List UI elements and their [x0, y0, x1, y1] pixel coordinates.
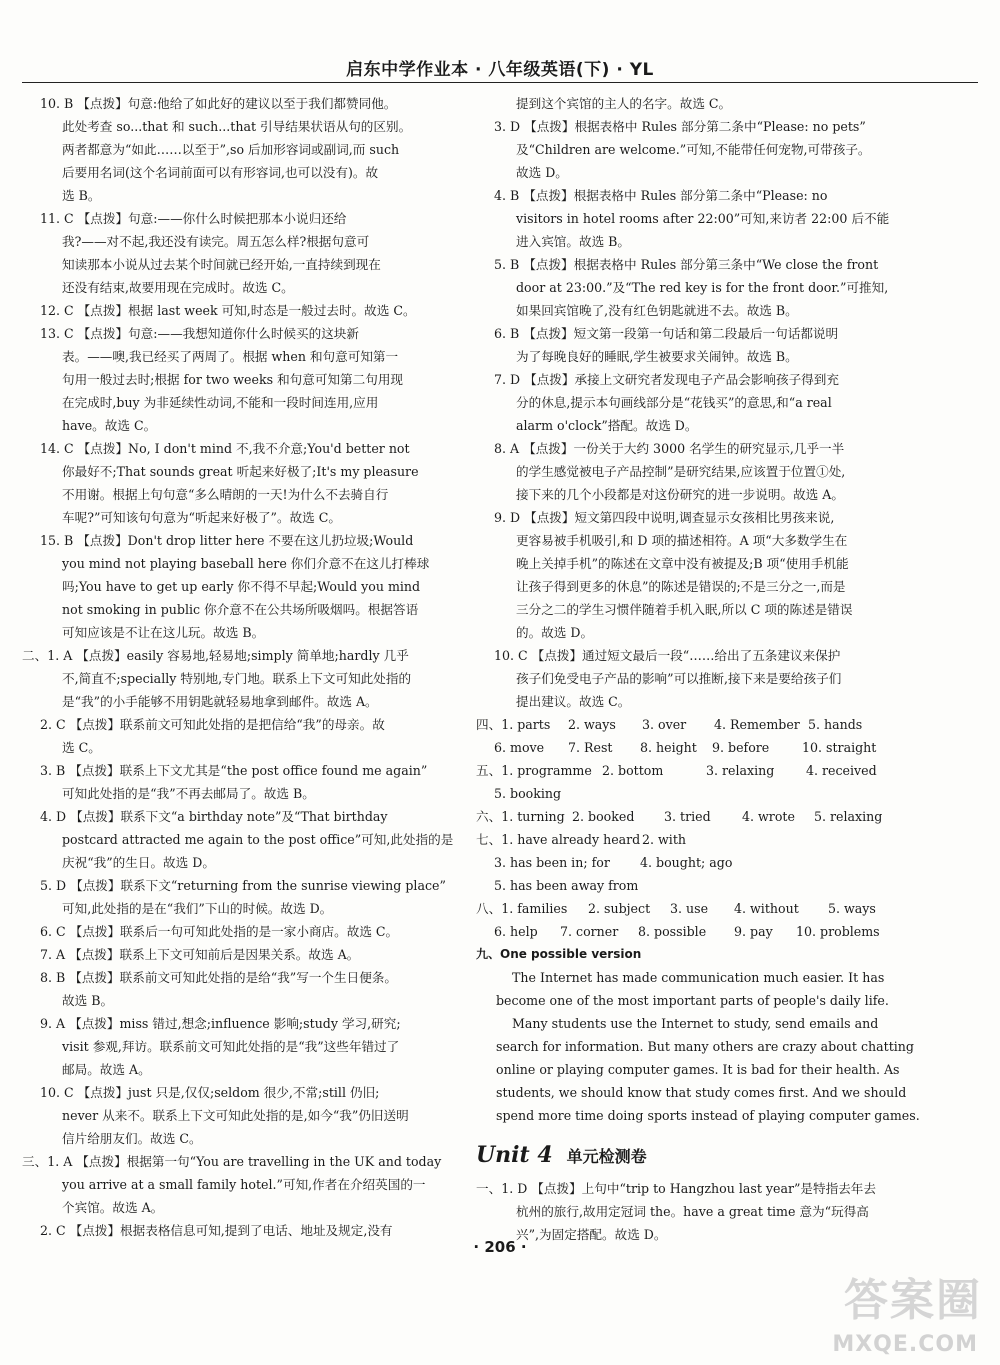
watermark-logo: [832, 1264, 982, 1359]
essay-line: search for information. But many others are crazy about chatting: [496, 1039, 914, 1054]
text-line: 杭州的旅行,故用定冠词 the。have a great time 意为“玩得高: [516, 1204, 869, 1219]
text-line: 5. D 【点拨】联系下文“returning from the sunrise viewing place”: [40, 878, 446, 893]
answer-item: 2. ways: [568, 717, 616, 732]
answer-item: 四、1. parts: [476, 717, 551, 732]
section-5-answers: [476, 759, 928, 805]
text-line: 让孩子得到更多的休息”的陈述是错误的;不是三分之一,而是: [516, 579, 846, 594]
section-7-answers: [476, 828, 928, 897]
answer-item: 7. corner: [560, 924, 619, 939]
answer-item: 2. subject: [588, 901, 651, 916]
text-line: 可知此处指的是“我”不再去邮局了。故选 B。: [62, 786, 315, 801]
text-line: 个宾馆。故选 A。: [62, 1200, 164, 1215]
text-line: not smoking in public 你介意不在公共场所吸烟吗。根据答语: [62, 602, 419, 617]
watermark-url: MXQE.COM: [832, 1332, 978, 1357]
text-line: 9. A 【点拨】miss 错过,想念;influence 影响;study 学习,研究;: [40, 1016, 401, 1031]
text-line: 进入宾馆。故选 B。: [516, 234, 631, 249]
answer-item: 6. help: [494, 924, 538, 939]
answer-row: [476, 897, 928, 920]
text-line: 两者都意为“如此……以至于”,so 后加形容词或副词,而 such: [62, 142, 400, 157]
text-line: 4. D 【点拨】联系下文“a birthday note”及“That birthday: [40, 809, 388, 824]
answer-item: 3. relaxing: [706, 763, 775, 778]
answer-item: 5. ways: [828, 901, 876, 916]
section-6-answers: [476, 805, 928, 828]
text-line: 7. A 【点拨】联系上下文可知前后是因果关系。故选 A。: [40, 947, 360, 962]
header-title: 启东中学作业本 · 八年级英语(下) · YL: [346, 60, 654, 80]
essay-line: Many students use the Internet to study, send emails and: [496, 1016, 879, 1031]
text-line: 5. B 【点拨】根据表格中 Rules 部分第三条中“We close the front: [494, 257, 879, 272]
text-line: 信片给朋友们。故选 C。: [62, 1131, 202, 1146]
answer-item: 5. relaxing: [814, 809, 883, 824]
text-line: 吗;You have to get up early 你不得不早起;Would you mind: [62, 579, 421, 594]
answer-item: 10. problems: [796, 924, 880, 939]
answer-row: [476, 759, 928, 782]
text-line: 邮局。故选 A。: [62, 1062, 151, 1077]
text-line: visitors in hotel rooms after 22:00”可知,来访者 22:00 后不能: [516, 211, 890, 226]
text-line: 二、1. A 【点拨】easily 容易地,轻易地;simply 简单地;hardly 几乎: [22, 648, 409, 663]
answer-row: [476, 851, 928, 874]
answer-item: 4. wrote: [742, 809, 795, 824]
answer-row: [476, 920, 928, 943]
text-line: 为了每晚良好的睡眠,学生被要求关闹钟。故选 B。: [516, 349, 798, 364]
text-line: 故选 D。: [516, 165, 568, 180]
answer-item: 4. bought; ago: [640, 855, 733, 870]
text-line: 3. B 【点拨】联系上下文尤其是“the post office found me again”: [40, 763, 428, 778]
text-line: 知读那本小说从过去某个时间就已经开始,一直持续到现在: [62, 257, 381, 272]
text-line: you mind not playing baseball here 你们介意不在这儿打棒球: [62, 556, 430, 571]
text-line: 可知,此处指的是在“我们”下山的时候。故选 D。: [62, 901, 333, 916]
answer-row: 5. has been away from: [494, 878, 639, 893]
text-line: door at 23:00.”及“The red key is for the front door.”可推知,: [516, 280, 889, 295]
essay-line: students, we should know that study comes first. And we should: [496, 1085, 907, 1100]
answer-row: 5. booking: [494, 786, 562, 801]
text-line: postcard attracted me again to the post office”可知,此处指的是: [62, 832, 454, 847]
text-line: 的学生感觉被电子产品控制”是研究结果,应该置于位置①处,: [516, 464, 846, 479]
page-number: · 206 ·: [473, 1238, 527, 1256]
version-heading: 九、One possible version: [476, 947, 642, 961]
text-line: 6. C 【点拨】联系后一句可知此处指的是一家小商店。故选 C。: [40, 924, 399, 939]
text-line: 及“Children are welcome.”可知,不能带任何宠物,可带孩子。: [516, 142, 871, 157]
text-line: 故选 B。: [62, 993, 114, 1008]
text-line: 15. B 【点拨】Don't drop litter here 不要在这儿扔垃圾;Would: [40, 533, 414, 548]
answer-item: 8. height: [640, 740, 697, 755]
answer-row: [476, 713, 928, 736]
unit-title: Unit 4: [476, 1142, 553, 1168]
unit-heading: [476, 1133, 928, 1177]
answer-row: [476, 805, 928, 828]
text-line: you arrive at a small family hotel.”可知,作者在介绍英国的一: [62, 1177, 426, 1192]
answer-item: 5. hands: [808, 717, 863, 732]
text-line: 此处考查 so...that 和 such...that 引导结果状语从句的区别。: [62, 119, 412, 134]
text-line: 8. B 【点拨】联系前文可知此处指的是给“我”写一个生日便条。: [40, 970, 397, 985]
answer-item: 2. booked: [572, 809, 635, 824]
text-line: 10. C 【点拨】just 只是,仅仅;seldom 很少,不常;still 仍旧;: [40, 1085, 380, 1100]
text-line: 3. D 【点拨】根据表格中 Rules 部分第二条中“Please: no pets”: [494, 119, 866, 134]
text-line: 11. C 【点拨】句意:——你什么时候把那本小说归还给: [40, 211, 347, 226]
answer-item: 7. Rest: [568, 740, 613, 755]
text-line: 三分之二的学生习惯伴随着手机入眠,所以 C 项的陈述是错误: [516, 602, 853, 617]
answer-item: 3. over: [642, 717, 687, 732]
text-line: 分的休息,提示本句画线部分是“花钱买”的意思,和“a real: [516, 395, 832, 410]
answer-item: 9. pay: [734, 924, 773, 939]
text-line: 不用谢。根据上句句意“多么晴朗的一天!为什么不去骑自行: [62, 487, 389, 502]
essay-line: online or playing computer games. It is bad for their health. As: [496, 1062, 900, 1077]
left-column: [22, 92, 474, 1242]
answer-item: 3. tried: [664, 809, 711, 824]
text-line: never 从来不。联系上下文可知此处指的是,如今“我”仍旧送明: [62, 1108, 409, 1123]
answer-item: 10. straight: [802, 740, 877, 755]
answer-item: 七、1. have already heard: [476, 832, 641, 847]
text-line: 我?——对不起,我还没有读完。周五怎么样?根据句意可: [62, 234, 370, 249]
text-line: have。故选 C。: [62, 418, 157, 433]
text-line: 车呢?”可知该句句意为“听起来好极了”。故选 C。: [62, 510, 341, 525]
answer-row: [476, 736, 928, 759]
answer-item: 4. without: [734, 901, 799, 916]
text-line: 孩子们免受电子产品的影响”可以推断,接下来是要给孩子们: [516, 671, 842, 686]
answer-item: 六、1. turning: [476, 809, 565, 824]
page-header: [22, 52, 978, 83]
text-line: 提到这个宾馆的主人的名字。故选 C。: [516, 96, 732, 111]
text-line: 兴”,为固定搭配。故选 D。: [516, 1227, 667, 1242]
text-line: 10. C 【点拨】通过短文最后一段“……给出了五条建议来保护: [494, 648, 841, 663]
answer-item: 9. before: [712, 740, 770, 755]
text-line: 10. B 【点拨】句意:他给了如此好的建议以至于我们都赞同他。: [40, 96, 397, 111]
text-line: 4. B 【点拨】根据表格中 Rules 部分第二条中“Please: no: [494, 188, 828, 203]
section-9-writing: [476, 943, 928, 1127]
text-line: 晚上关掉手机”的陈述在文章中没有被提及;B 项“使用手机能: [516, 556, 849, 571]
reading-answers: [476, 92, 928, 713]
essay-line: become one of the most important parts of people's daily life.: [496, 993, 889, 1008]
text-line: 三、1. A 【点拨】根据第一句“You are travelling in the UK and today: [22, 1154, 442, 1169]
essay-line: The Internet has made communication much easier. It has: [496, 970, 885, 985]
text-line: 14. C 【点拨】No, I don't mind 不,我不介意;You'd better not: [40, 441, 410, 456]
text-line: 后要用名词(这个名词前面可以有形容词,也可以没有)。故: [62, 165, 379, 180]
text-line: 9. D 【点拨】短文第四段中说明,调查显示女孩相比男孩来说,: [494, 510, 835, 525]
unit-subtitle: 单元检测卷: [566, 1147, 647, 1166]
answer-item: 8. possible: [638, 924, 707, 939]
text-line: 你最好不;That sounds great 听起来好极了;It's my pleasure: [62, 464, 419, 479]
answer-item: 4. Remember: [714, 717, 800, 732]
answer-item: 八、1. families: [476, 901, 568, 916]
text-line: 更容易被手机吸引,和 D 项的描述相符。A 项“大多数学生在: [516, 533, 848, 548]
text-line: 可知应该是不让在这儿玩。故选 B。: [62, 625, 265, 640]
text-line: 如果回宾馆晚了,没有红色钥匙就进不去。故选 B。: [516, 303, 798, 318]
text-line: 在完成时,buy 为非延续性动词,不能和一段时间连用,应用: [62, 395, 379, 410]
text-line: 7. D 【点拨】承接上文研究者发现电子产品会影响孩子得到充: [494, 372, 839, 387]
text-line: 选 B。: [62, 188, 101, 203]
answer-item: 2. with: [642, 832, 686, 847]
sample-essay: [476, 966, 928, 1127]
text-line: 的。故选 D。: [516, 625, 594, 640]
text-line: 选 C。: [62, 740, 101, 755]
section-8-answers: [476, 897, 928, 943]
text-line: 庆祝“我”的生日。故选 D。: [62, 855, 215, 870]
text-line: 还没有结束,故要用现在完成时。故选 C。: [62, 280, 294, 295]
answer-item: 2. bottom: [602, 763, 664, 778]
text-line: 13. C 【点拨】句意:——我想知道你什么时候买的这块新: [40, 326, 359, 341]
text-line: 接下来的几个小段都是对这份研究的进一步说明。故选 A。: [516, 487, 844, 502]
text-line: 2. C 【点拨】联系前文可知此处指的是把信给“我”的母亲。故: [40, 717, 385, 732]
text-line: 句用一般过去时;根据 for two weeks 和句意可知第二句用现: [62, 372, 404, 387]
text-line: alarm o'clock”搭配。故选 D。: [516, 418, 698, 433]
text-line: 6. B 【点拨】短文第一段第一句话和第二段最后一句话都说明: [494, 326, 839, 341]
answer-item: 五、1. programme: [476, 763, 592, 778]
text-line: 是“我”的小手能够不用钥匙就轻易地拿到邮件。故选 A。: [62, 694, 378, 709]
section-4-answers: [476, 713, 928, 759]
text-line: visit 参观,拜访。联系前文可知此处指的是“我”这些年错过了: [62, 1039, 400, 1054]
text-line: 不,简直不;specially 特别地,专门地。联系上下文可知此处指的: [62, 671, 412, 686]
answer-item: 6. move: [494, 740, 545, 755]
text-line: 2. C 【点拨】根据表格信息可知,提到了电话、地址及规定,没有: [40, 1223, 393, 1238]
answer-row: [476, 828, 928, 851]
text-line: 提出建议。故选 C。: [516, 694, 631, 709]
right-column: [476, 92, 928, 1246]
text-line: 一、1. D 【点拨】上句中“trip to Hangzhou last year”是特指去年去: [476, 1181, 876, 1196]
essay-line: spend more time doing sports instead of playing computer games.: [496, 1108, 920, 1123]
answer-item: 3. use: [670, 901, 709, 916]
text-line: 表。——噢,我已经买了两周了。根据 when 和句意可知第一: [62, 349, 399, 364]
unit-answers: [476, 1177, 928, 1246]
answer-item: 4. received: [806, 763, 877, 778]
text-line: 8. A 【点拨】一份关于大约 3000 名学生的研究显示,几乎一半: [494, 441, 845, 456]
watermark-text: 答案圈: [844, 1275, 982, 1326]
text-line: 12. C 【点拨】根据 last week 可知,时态是一般过去时。故选 C。: [40, 303, 416, 318]
answer-item: 3. has been in; for: [494, 855, 610, 870]
